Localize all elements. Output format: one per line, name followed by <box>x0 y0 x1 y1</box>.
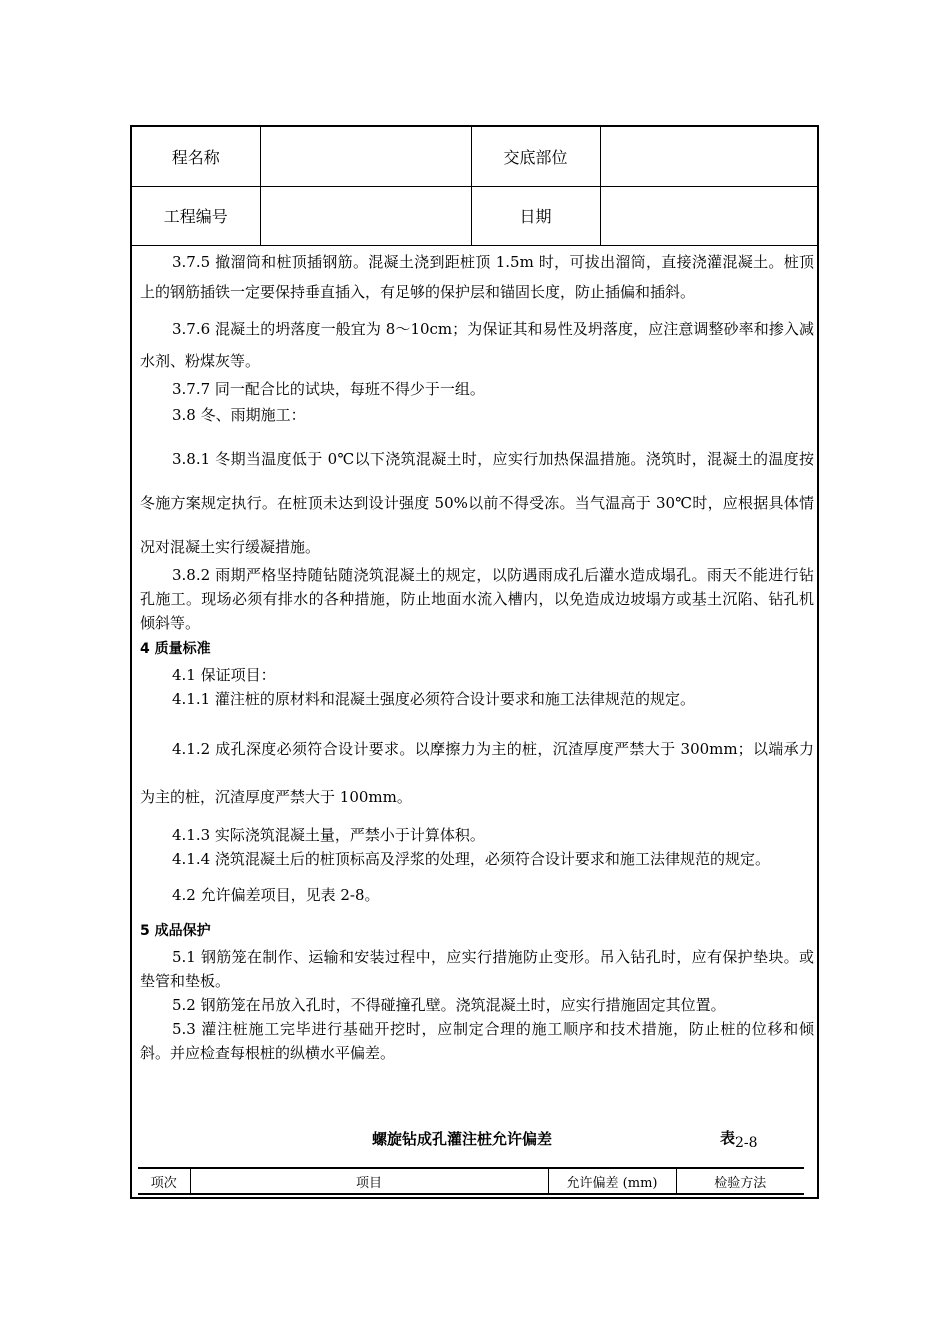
para-5-1: 5.1 钢筋笼在制作、运输和安装过程中，应实行措施防止变形。吊入钻孔时，应有保护垫块。或垫管和垫板。 <box>140 948 814 990</box>
para-4-1-2: 4.1.2 成孔深度必须符合设计要求。以摩擦力为主的桩，沉渣厚度严禁大于 300mm；以端承力为主的桩，沉渣厚度严禁大于 100mm。 <box>140 740 814 806</box>
para-3-8-2: 3.8.2 雨期严格坚持随钻随浇筑混凝土的规定，以防遇雨成孔后灌水造成塌孔。雨天不能进行钻孔施工。现场必须有排水的各种措施，防止地面水流入槽内，以免造成边坡塌方或基土沉陷、钻孔机倾斜等。 <box>140 566 814 632</box>
para-3-7-7: 3.7.7 同一配合比的试块，每班不得少于一组。 <box>172 380 485 398</box>
project-no-label: 工程编号 <box>132 186 260 245</box>
date-value <box>600 186 817 245</box>
para-4-2: 4.2 允许偏差项目，见表 2-8。 <box>172 886 380 904</box>
table-number-value: 2-8 <box>735 1135 758 1151</box>
date-label: 日期 <box>471 186 600 245</box>
para-3-7-5: 3.7.5 撤溜筒和桩顶插钢筋。混凝土浇到距桩顶 1.5m 时，可拔出溜筒，直接浇灌混凝土。桩顶上的钢筋插铁一定要保持垂直插入，有足够的保护层和锚固长度，防止插偏和插斜。 <box>140 253 814 301</box>
project-name-label: 程名称 <box>132 127 260 186</box>
para-3-7-6: 3.7.6 混凝土的坍落度一般宜为 8～10cm；为保证其和易性及坍落度，应注意调整砂率和掺入减水剂、粉煤灰等。 <box>140 320 814 370</box>
table-number <box>720 1127 758 1151</box>
col-item: 项目 <box>190 1168 548 1194</box>
handover-part-value <box>600 127 817 186</box>
para-4-1-1: 4.1.1 灌注桩的原材料和混凝土强度必须符合设计要求和施工法律规范的规定。 <box>172 690 695 708</box>
table-title: 螺旋钻成孔灌注桩允许偏差 <box>372 1130 553 1148</box>
table-number-label: 表 <box>720 1129 736 1147</box>
header-table <box>132 127 817 246</box>
col-tolerance: 允许偏差 (mm) <box>548 1168 676 1194</box>
col-method: 检验方法 <box>676 1168 804 1194</box>
para-4-1-3: 4.1.3 实际浇筑混凝土量，严禁小于计算体积。 <box>172 826 485 844</box>
para-3-8-1: 3.8.1 冬期当温度低于 0℃以下浇筑混凝土时，应实行加热保温措施。浇筑时，混凝土的温度按冬施方案规定执行。在桩顶未达到设计强度 50%以前不得受冻。当气温高于 30℃时，应根据具体情况对混凝土实行缓凝措施。 <box>140 450 814 556</box>
para-3-8: 3.8 冬、雨期施工： <box>172 406 306 424</box>
para-4-1: 4.1 保证项目： <box>172 666 276 684</box>
section-4-heading: 4 质量标准 <box>140 641 211 657</box>
project-name-value <box>260 127 471 186</box>
deviation-table <box>138 1167 804 1195</box>
project-no-value <box>260 186 471 245</box>
col-item-no: 项次 <box>150 1175 177 1191</box>
table-header-row <box>138 1168 804 1194</box>
para-4-1-4: 4.1.4 浇筑混凝土后的桩顶标高及浮浆的处理，必须符合设计要求和施工法律规范的规定。 <box>172 850 770 868</box>
body-content <box>140 247 814 1065</box>
para-5-2: 5.2 钢筋笼在吊放入孔时，不得碰撞孔壁。浇筑混凝土时，应实行措施固定其位置。 <box>172 996 726 1014</box>
section-5-heading: 5 成品保护 <box>140 923 211 939</box>
document-frame <box>130 125 819 1199</box>
para-5-3: 5.3 灌注桩施工完毕进行基础开挖时，应制定合理的施工顺序和技术措施，防止桩的位移和倾斜。并应检查每根桩的纵横水平偏差。 <box>140 1020 814 1062</box>
handover-part-label: 交底部位 <box>471 127 600 186</box>
